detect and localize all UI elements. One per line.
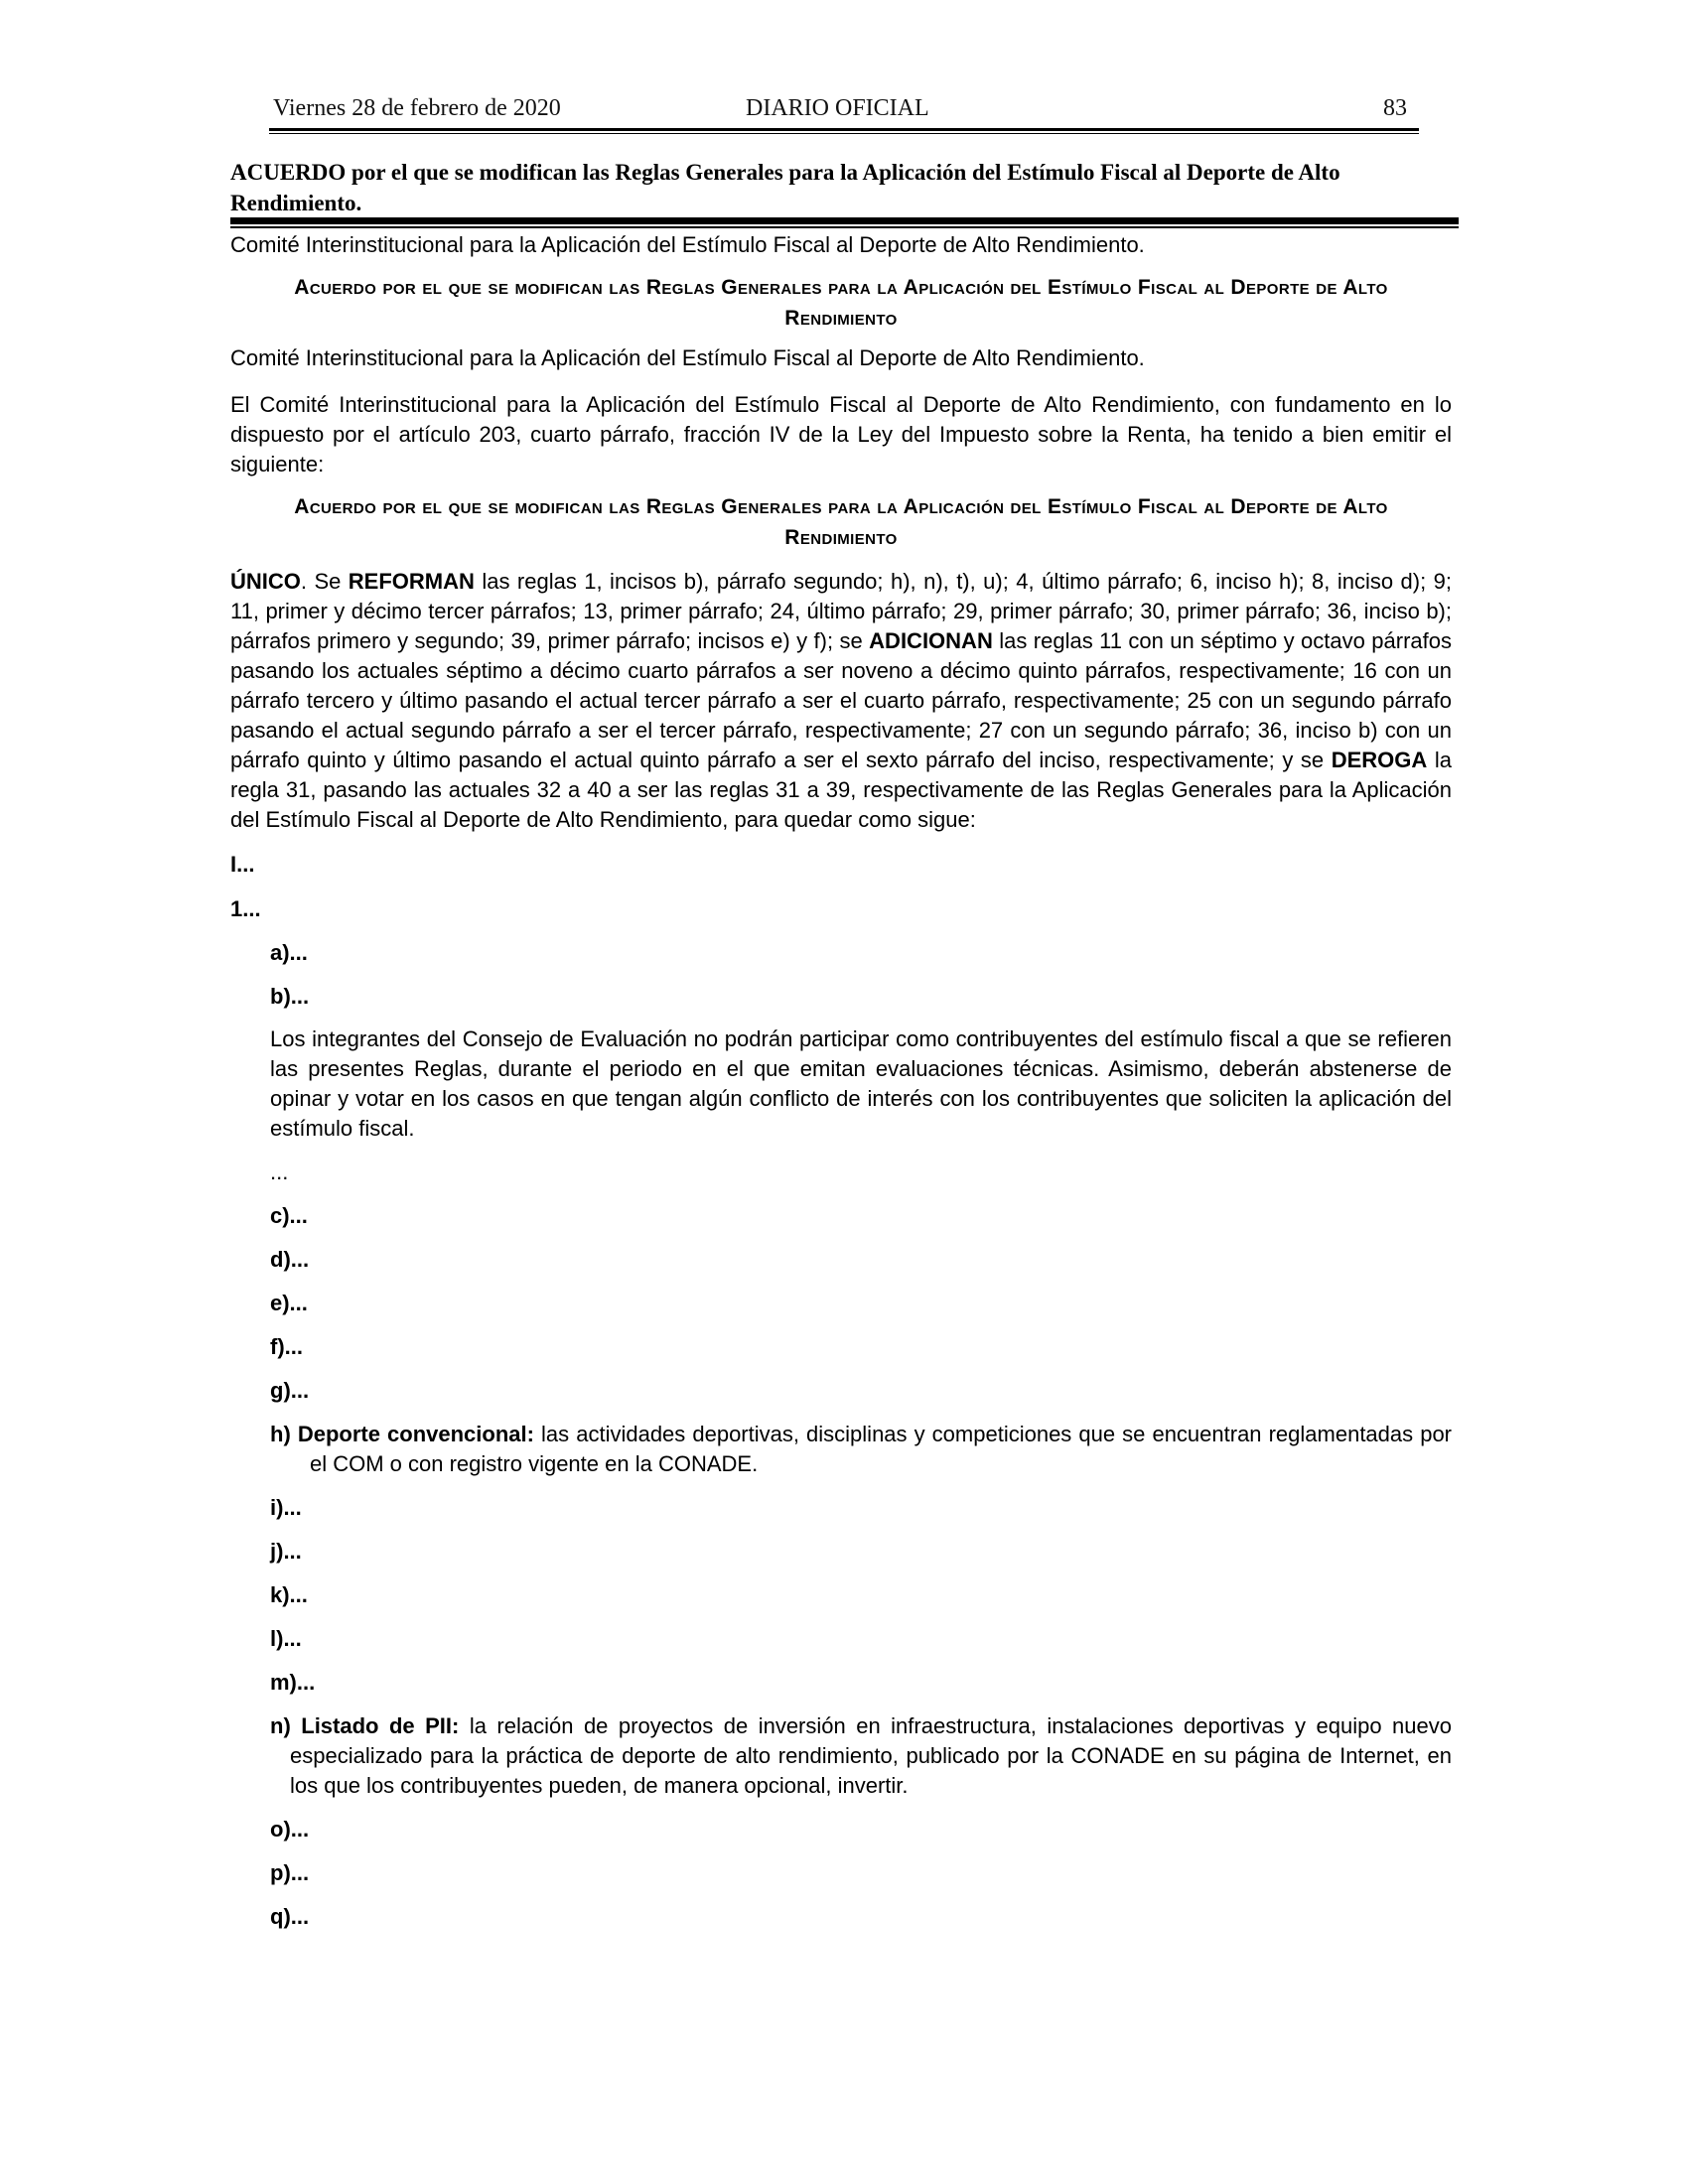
document-body — [230, 230, 1452, 1932]
issuer-line: Comité Interinstitucional para la Aplicación del Estímulo Fiscal al Deporte de Alto Rendimiento. — [230, 345, 1145, 370]
defined-term: Listado de PII: — [301, 1713, 460, 1738]
list-item: k)... — [270, 1582, 308, 1607]
list-item: e)... — [270, 1291, 308, 1315]
definition-text: las actividades deportivas, disciplinas y competiciones que se encuentran reglamentadas por el COM o con registro vigente en la CONADE. — [310, 1422, 1453, 1476]
section-heading: Acuerdo por el que se modifican las Reglas Generales para la Aplicación del Estímulo Fiscal al Deporte de Alto Rendimiento — [294, 495, 1388, 549]
title-rule-thin — [230, 226, 1459, 228]
page-number: 83 — [1383, 95, 1407, 121]
header-rule-thin — [269, 133, 1419, 134]
list-item: f)... — [270, 1334, 303, 1359]
list-item: p)... — [270, 1860, 310, 1885]
text-run: la regla 31, pasando las actuales 32 a 40 a ser las reglas 31 a 39, respectivamente de las Reglas Generales para la Aplicación del Estímulo Fiscal al Deporte de Alto Rendimiento, para quedar como sigue: — [230, 748, 1452, 832]
running-header — [269, 93, 1419, 123]
rule-marker: 1... — [230, 896, 261, 921]
reforman-keyword: REFORMAN — [348, 569, 475, 594]
item-label: h) — [270, 1422, 298, 1446]
preamble-paragraph: El Comité Interinstitucional para la Aplicación del Estímulo Fiscal al Deporte de Alto Rendimiento, con fundamento en lo dispuesto por el artículo 203, cuarto párrafo, fracción IV de la Ley del Impuesto sobre la Renta, ha tenido a bien emitir el siguiente: — [230, 392, 1452, 477]
header-publication: DIARIO OFICIAL — [746, 95, 929, 121]
defined-term: Deporte convencional: — [297, 1422, 534, 1446]
list-item: q)... — [270, 1904, 310, 1929]
deroga-keyword: DEROGA — [1331, 748, 1428, 772]
list-item: i)... — [270, 1495, 302, 1520]
issuer-line: Comité Interinstitucional para la Aplicación del Estímulo Fiscal al Deporte de Alto Rendimiento. — [230, 232, 1145, 257]
header-date: Viernes 28 de febrero de 2020 — [273, 95, 561, 121]
definition-text: la relación de proyectos de inversión en infraestructura, instalaciones deportivas y equipo nuevo especializado para la práctica de deporte de alto rendimiento, publicado por la CONADE en su página de Internet, en los que los contribuyentes pueden, de manera opcional, invertir. — [290, 1713, 1452, 1798]
unico-label: ÚNICO — [230, 569, 301, 594]
list-item: b)... — [270, 984, 310, 1009]
text-run: las reglas 11 con un séptimo y octavo párrafos pasando los actuales séptimo a décimo cuarto párrafos a ser noveno a décimo quinto párrafos, respectivamente; 16 con un párrafo tercero y último pasando el actual tercer párrafo a ser el cuarto párrafo, respectivamente; 25 con un segundo párrafo pasando el actual segundo párrafo a ser el tercer párrafo, respectivamente; 27 con un segundo párrafo; 36, inciso b) con un párrafo quinto y último pasando el actual quinto párrafo a ser el sexto párrafo del inciso, respectivamente; y se — [230, 628, 1452, 772]
list-item: m)... — [270, 1670, 316, 1695]
document-title: ACUERDO por el que se modifican las Reglas Generales para la Aplicación del Estímulo Fiscal al Deporte de Alto Rendimiento. — [230, 160, 1340, 215]
list-item: l)... — [270, 1626, 302, 1651]
section-marker: I... — [230, 852, 255, 877]
section-heading: Acuerdo por el que se modifican las Reglas Generales para la Aplicación del Estímulo Fiscal al Deporte de Alto Rendimiento — [294, 276, 1388, 330]
list-item: d)... — [270, 1247, 310, 1272]
item-label: n) — [270, 1713, 302, 1738]
unico-paragraph — [230, 567, 1452, 835]
text-run: . Se — [300, 569, 349, 594]
list-item: g)... — [270, 1378, 310, 1403]
definition-item — [230, 1420, 1452, 1479]
list-item: c)... — [270, 1203, 308, 1228]
title-rule — [230, 217, 1459, 224]
text-run: las reglas 1, incisos b), párrafo segundo; h), n), t), u); 4, último párrafo; 6, inciso h); 8, inciso d); 9; 11, primer y décimo tercer párrafos; 13, primer párrafo; 24, último párrafo; 29, primer párrafo; 30, primer párrafo; 36, inciso b); párrafos primero y segundo; 39, primer párrafo; incisos e) y f); se — [230, 569, 1452, 653]
definition-item — [230, 1711, 1452, 1801]
ellipsis: ... — [270, 1160, 289, 1184]
item-b-paragraph: Los integrantes del Consejo de Evaluación no podrán participar como contribuyentes del estímulo fiscal a que se refieren las presentes Reglas, durante el periodo en el que emitan evaluaciones técnicas. Asimismo, deberán abstenerse de opinar y votar en los casos en que tengan algún conflicto de interés con los contribuyentes que soliciten la aplicación del estímulo fiscal. — [270, 1026, 1452, 1141]
adicionan-keyword: ADICIONAN — [869, 628, 993, 653]
list-item: j)... — [270, 1539, 302, 1564]
list-item: o)... — [270, 1817, 310, 1842]
list-item: a)... — [270, 940, 308, 965]
header-rule — [269, 128, 1419, 131]
